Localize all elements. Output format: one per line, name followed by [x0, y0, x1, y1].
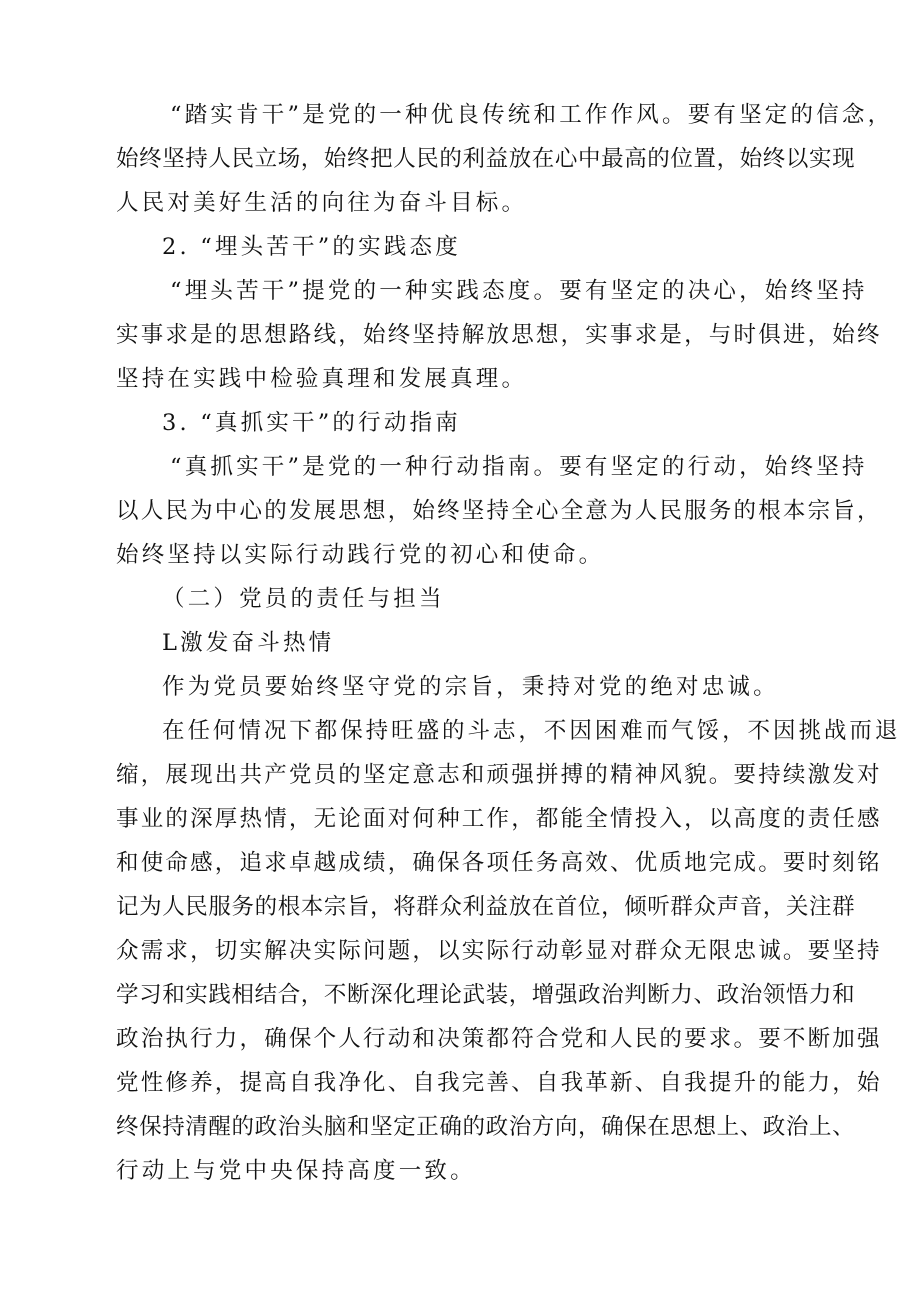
- paragraph-line: 以人民为中心的发展思想，始终坚持全心全意为人民服务的根本宗旨，: [116, 498, 882, 524]
- paragraph-line: 事业的深厚热情，无论面对何种工作，都能全情投入，以高度的责任感: [116, 806, 882, 832]
- paragraph-line: 始终坚持人民立场，始终把人民的利益放在心中最高的位置，始终以实现: [116, 146, 856, 172]
- paragraph-line: 始终坚持以实际行动践行党的初心和使命。: [116, 542, 605, 568]
- section-heading: 2. “埋头苦干”的实践态度: [162, 234, 461, 260]
- paragraph-line: 众需求，切实解决实际问题，以实际行动彰显对群众无限忠诚。要坚持: [116, 938, 882, 964]
- paragraph-line: 政治执行力，确保个人行动和决策都符合党和人民的要求。要不断加强: [116, 1026, 882, 1052]
- paragraph-line: 坚持在实践中检验真理和发展真理。: [116, 366, 528, 392]
- paragraph-line: “真抓实干”是党的一种行动指南。要有坚定的行动，始终坚持: [170, 454, 868, 480]
- paragraph-line: 行动上与党中央保持高度一致。: [116, 1158, 476, 1184]
- paragraph-line: 学习和实践相结合，不断深化理论武装，增强政治判断力、政治领悟力和: [116, 982, 856, 1008]
- subsection-heading: L激发奋斗热情: [162, 630, 335, 656]
- paragraph-line: 在任何情况下都保持旺盛的斗志，不因困难而气馁，不因挑战而退: [162, 718, 901, 744]
- paragraph-line: “踏实肯干”是党的一种优良传统和工作作风。要有坚定的信念，: [170, 102, 894, 128]
- paragraph-line: 实事求是的思想路线，始终坚持解放思想，实事求是，与时俱进，始终: [116, 322, 882, 348]
- paragraph-line: 和使命感，追求卓越成绩，确保各项任务高效、优质地完成。要时刻铭: [116, 850, 882, 876]
- paragraph-line: “埋头苦干”提党的一种实践态度。要有坚定的决心，始终坚持: [170, 278, 868, 304]
- paragraph-line: 缩，展现出共产党员的坚定意志和顽强拼搏的精神风貌。要持续激发对: [116, 762, 882, 788]
- paragraph-line: 终保持清醒的政治头脑和坚定正确的政治方向，确保在思想上、政治上、: [116, 1114, 856, 1140]
- paragraph-line: 党性修养，提高自我净化、自我完善、自我革新、自我提升的能力，始: [116, 1070, 882, 1096]
- section-heading: （二）党员的责任与担当: [162, 586, 445, 612]
- paragraph-line: 记为人民服务的根本宗旨，将群众利益放在首位，倾听群众声音，关注群: [116, 894, 856, 920]
- section-heading: 3. “真抓实干”的行动指南: [162, 410, 461, 436]
- paragraph-line: 作为党员要始终坚守党的宗旨，秉持对党的绝对忠诚。: [162, 674, 779, 700]
- paragraph-line: 人民对美好生活的向往为奋斗目标。: [116, 190, 528, 216]
